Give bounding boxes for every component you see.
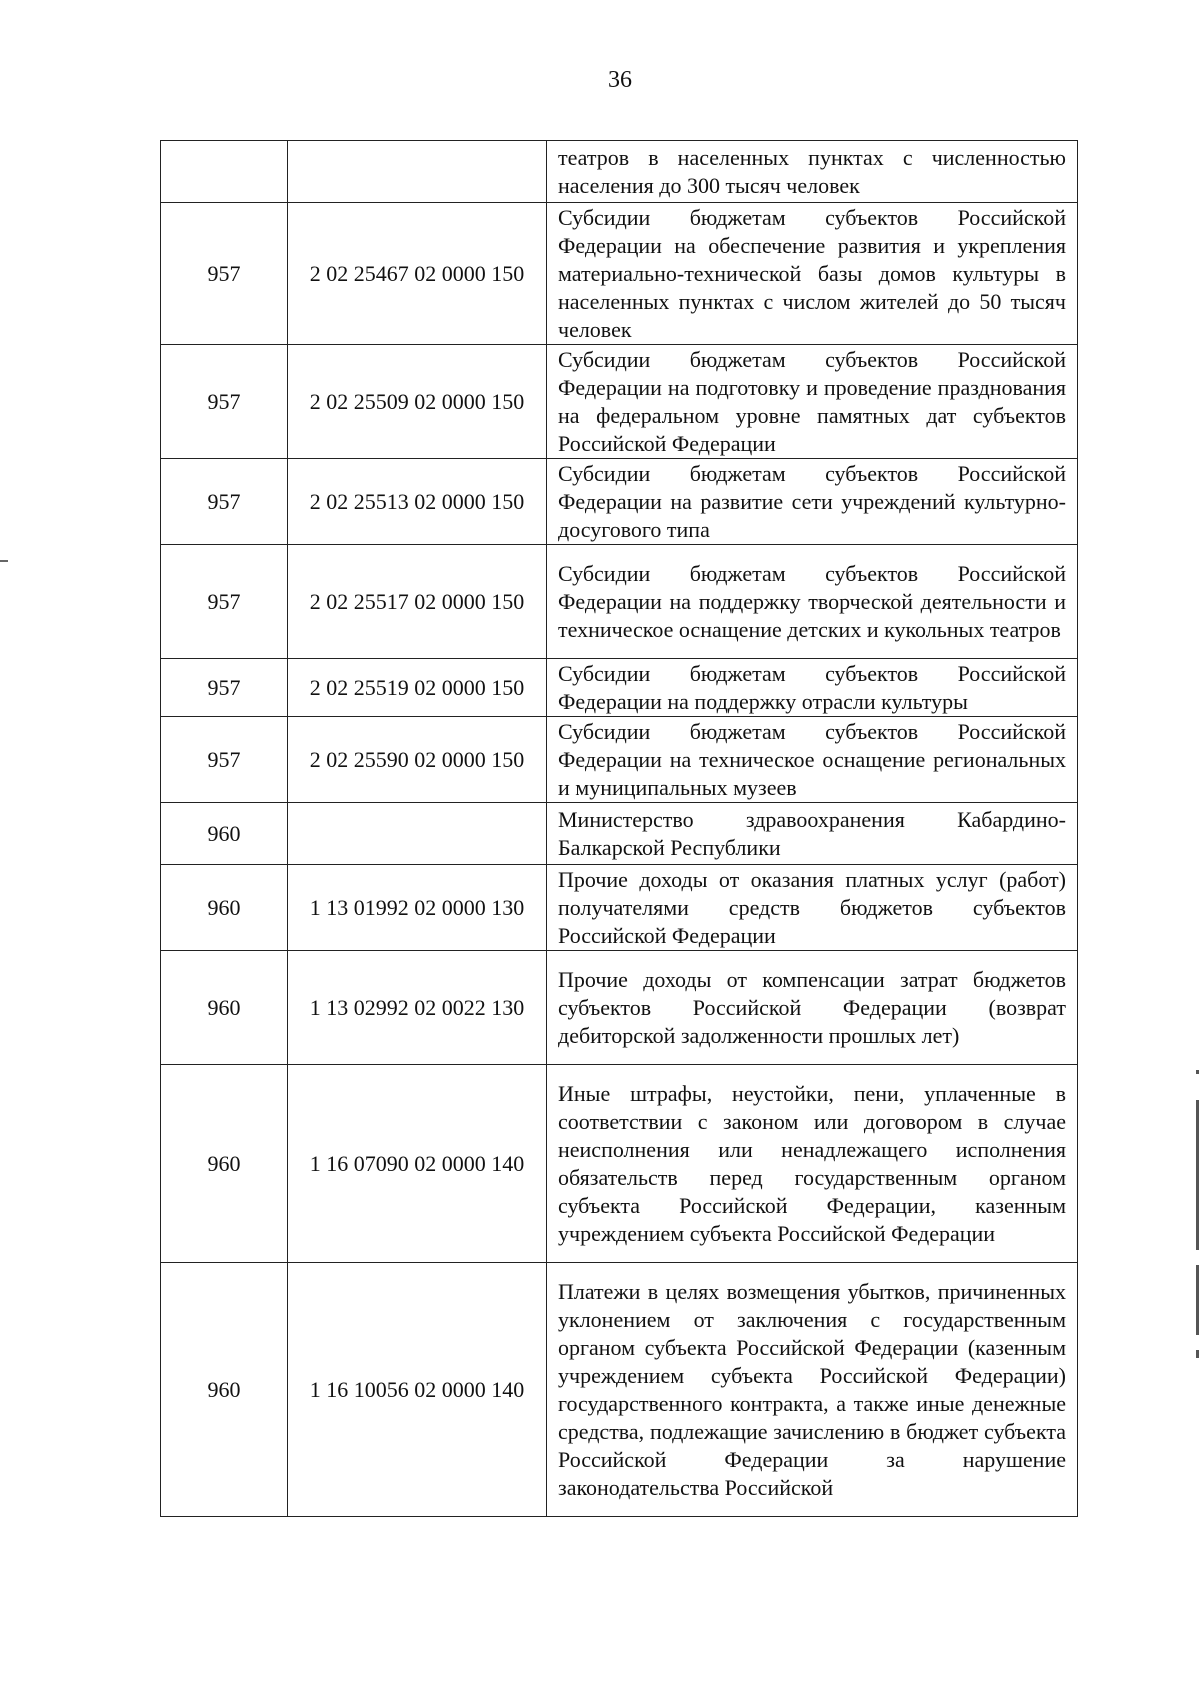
description-text: Прочие доходы от компенсации затрат бюджетов субъектов Российской Федерации (возврат дебиторской задолженности прошлых лет) <box>558 966 1066 1048</box>
description-text: Субсидии бюджетам субъектов Российской Федерации на техническое оснащение региональных и муниципальных музеев <box>558 718 1066 800</box>
description-text: Субсидии бюджетам субъектов Российской Федерации на поддержку творческой деятельности и техническое оснащение детских и кукольных театров <box>558 560 1066 642</box>
description-text: Прочие доходы от оказания платных услуг (работ) получателями средств бюджетов субъектов Российской Федерации <box>558 866 1066 948</box>
revenue-code-cell: 2 02 25519 02 0000 150 <box>288 659 547 717</box>
description-cell <box>547 865 1078 951</box>
description-text: Иные штрафы, неустойки, пени, уплаченные в соответствии с законом или договором в случае неисполнения или ненадлежащего исполнения обязательств перед государственным органом субъекта Российской Федерации, казенным учреждением субъекта Российской Федерации <box>558 1080 1066 1246</box>
revenue-code-cell <box>288 141 547 203</box>
admin-code-cell: 960 <box>161 951 288 1065</box>
revenue-code-cell: 1 13 01992 02 0000 130 <box>288 865 547 951</box>
admin-code-cell: 957 <box>161 203 288 345</box>
table-row <box>161 545 1078 659</box>
revenue-code-cell: 2 02 25509 02 0000 150 <box>288 345 547 459</box>
revenue-code-cell: 2 02 25517 02 0000 150 <box>288 545 547 659</box>
description-cell <box>547 717 1078 803</box>
description-cell <box>547 459 1078 545</box>
revenue-code-cell: 1 13 02992 02 0022 130 <box>288 951 547 1065</box>
revenue-code-cell <box>288 803 547 865</box>
scan-binding-marks <box>1196 1070 1199 1370</box>
description-text: театров в населенных пунктах с численностью населения до 300 тысяч человек <box>558 144 1066 198</box>
table-row <box>161 1065 1078 1263</box>
admin-code-cell: 957 <box>161 717 288 803</box>
description-cell <box>547 141 1078 203</box>
description-cell <box>547 951 1078 1065</box>
description-cell <box>547 203 1078 345</box>
revenue-code-cell: 2 02 25467 02 0000 150 <box>288 203 547 345</box>
admin-code-cell: 960 <box>161 865 288 951</box>
admin-code-cell: 960 <box>161 803 288 865</box>
page-number: 36 <box>608 67 632 93</box>
description-text: Субсидии бюджетам субъектов Российской Федерации на подготовку и проведение празднования на федеральном уровне памятных дат субъектов Российской Федерации <box>558 346 1066 456</box>
table-row <box>161 951 1078 1065</box>
description-cell <box>547 803 1078 865</box>
revenue-code-cell: 2 02 25590 02 0000 150 <box>288 717 547 803</box>
table-row <box>161 345 1078 459</box>
scan-edge-mark <box>0 560 8 562</box>
admin-code-cell: 957 <box>161 659 288 717</box>
admin-code-cell: 957 <box>161 345 288 459</box>
admin-code-cell: 960 <box>161 1065 288 1263</box>
table-row <box>161 659 1078 717</box>
description-text: Субсидии бюджетам субъектов Российской Федерации на развитие сети учреждений культурно-досугового типа <box>558 460 1066 542</box>
admin-code-cell: 960 <box>161 1263 288 1517</box>
description-text: Платежи в целях возмещения убытков, причиненных уклонением от заключения с государственным органом субъекта Российской Федерации (казенным учреждением субъекта Российской Федерации) государственного контракта, а также иные денежные средства, подлежащие зачислению в бюджет субъекта Российской Федерации за нарушение законодательства Российской <box>558 1278 1066 1500</box>
description-cell <box>547 1263 1078 1517</box>
table-row <box>161 803 1078 865</box>
description-cell <box>547 345 1078 459</box>
revenue-code-cell: 1 16 10056 02 0000 140 <box>288 1263 547 1517</box>
description-cell <box>547 659 1078 717</box>
table-row <box>161 865 1078 951</box>
table-row <box>161 203 1078 345</box>
revenue-code-cell: 2 02 25513 02 0000 150 <box>288 459 547 545</box>
description-cell <box>547 1065 1078 1263</box>
admin-code-cell: 957 <box>161 459 288 545</box>
admin-code-cell: 957 <box>161 545 288 659</box>
description-text: Субсидии бюджетам субъектов Российской Федерации на поддержку отрасли культуры <box>558 660 1066 714</box>
table-row <box>161 717 1078 803</box>
table-row <box>161 1263 1078 1517</box>
description-cell <box>547 545 1078 659</box>
admin-code-cell <box>161 141 288 203</box>
table-row <box>161 141 1078 203</box>
description-text: Министерство здравоохранения Кабардино-Балкарской Республики <box>558 806 1066 860</box>
description-text: Субсидии бюджетам субъектов Российской Федерации на обеспечение развития и укрепления материально-технической базы домов культуры в населенных пунктах с числом жителей до 50 тысяч человек <box>558 204 1066 342</box>
revenue-code-cell: 1 16 07090 02 0000 140 <box>288 1065 547 1263</box>
budget-revenue-table <box>160 140 1078 1517</box>
table-row <box>161 459 1078 545</box>
